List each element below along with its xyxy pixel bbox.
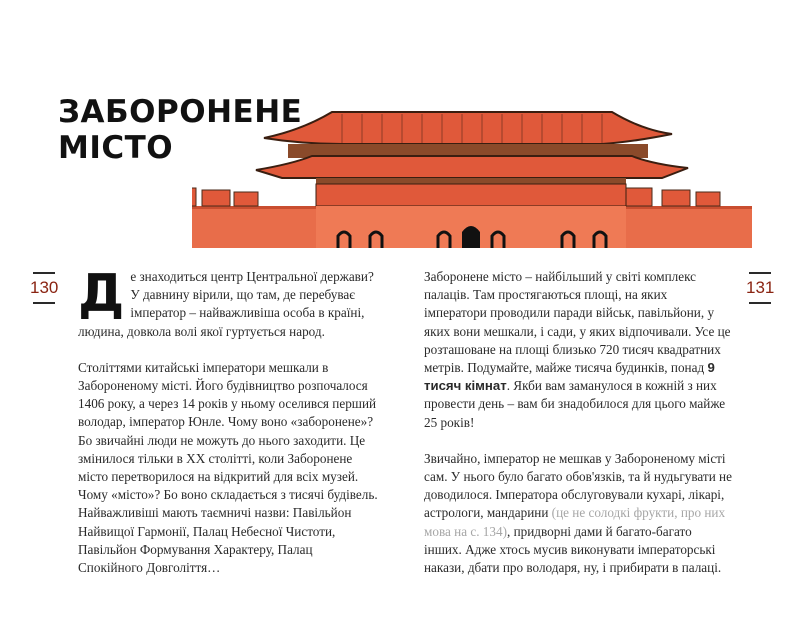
page-number-right: 131 — [746, 272, 774, 304]
drop-cap: Д — [78, 264, 125, 324]
left-column — [78, 264, 378, 595]
right-column — [424, 268, 732, 595]
left-paragraph-2: Століттями китайські імператори мешкали в Забороненому місті. Його будівництво розпочалося 1406 року, а через 14 років у ньому оселився перший володар, імператор Юнле. Чому воно «заборонене»? Бо звичайні люди не можуть до нього заходити. Це змінилося тільки в ХХ столітті, коли Заборонене місто перетворилося на відкритий для всіх музей. Чому «місто»? Бо воно складається з тисячі будівель. Найважливіші мають таємничі назви: Павільйон Найвищої Гармонії, Палац Небесної Чистоти, Павільйон Формування Характеру, Палац Спокійного Довголіття… — [78, 359, 378, 576]
page-number-left: 130 — [30, 272, 58, 304]
highlight-rooms: 9 тисяч кімнат — [424, 360, 715, 394]
right-paragraph-2: Звичайно, імператор не мешкав у Забороненому місті сам. У нього було багато обов'язків, та й нудьгувати не доводилося. Імператора обслуговували кухарі, лікарі, астрологи, мандарини (це не солодкі фрукти, про них мова на с. 134), придворні дами й багато-багато інших. Адже хтось мусив виконувати імператорські накази, дбати про володаря, ну, і прибирати в палаці. — [424, 450, 732, 576]
cross-reference-note: (це не солодкі фрукти, про них мова на с. 134) — [424, 505, 726, 539]
title-line-1: ЗАБОРОНЕНЕ — [58, 94, 303, 130]
right-paragraph-1: Заборонене місто – найбільший у світі комплекс палаців. Там простягаються площі, на яких імператори проводили паради військ, павільйони, у яких вони мешкали, і сади, у яких відпочивали. Усе це розташоване на площі близько 720 тисяч квадратних метрів. Подумайте, майже тисяча будинків, понад 9 тисяч кімнат. Якби вам заманулося в кожній з них провести день – вам би знадобилося для цього майже 25 років! — [424, 269, 731, 430]
forbidden-city-illustration — [192, 100, 752, 250]
left-paragraph-1: Д е знаходиться центр Центральної держави? У давнину вірили, що там, де перебуває імператор – найважливіша особа в країні, людина, довкола волі якої гуртується народ. — [78, 264, 374, 339]
title-line-2: МІСТО — [58, 130, 174, 166]
